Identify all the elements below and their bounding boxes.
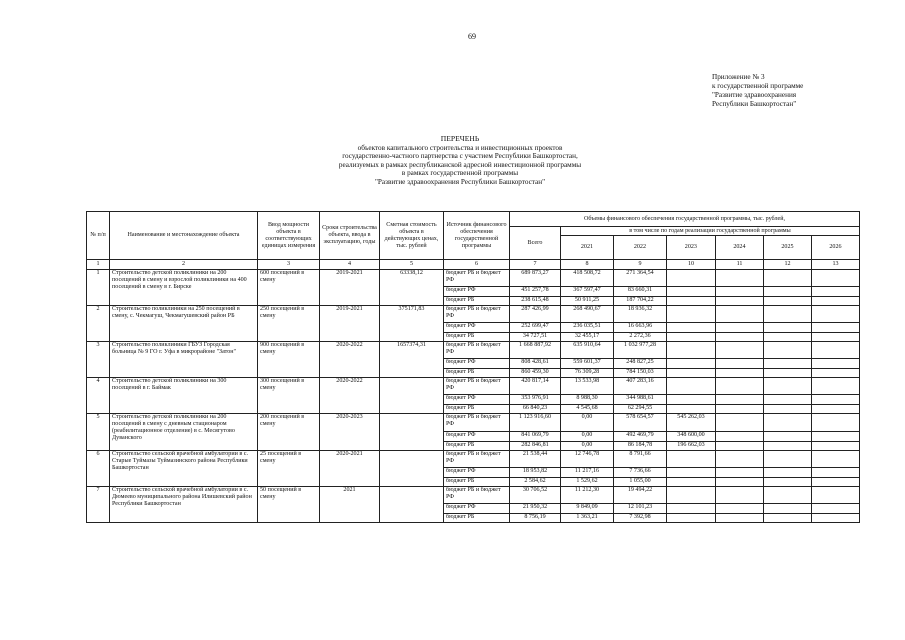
object-name: Строительство поликлиники ГБУЗ Городская больница № 9 ГО г. Уфа в микрорайоне "Затон" [110, 342, 258, 378]
funding-value: 282 846,81 [510, 441, 561, 451]
funding-source: бюджет РБ и бюджет РФ [444, 306, 510, 323]
funding-value: 4 545,68 [561, 404, 614, 414]
funding-value [812, 504, 860, 514]
title-line: объектов капитального строительства и инвестиционных проектов [357, 143, 563, 152]
funding-value: 16 663,96 [614, 323, 667, 333]
funding-value [812, 513, 860, 523]
header-year: 2026 [829, 244, 842, 250]
header-capacity: Ввод мощности объекта в соответствующих единицах измерения [258, 212, 320, 260]
funding-value [764, 487, 812, 504]
object-capacity: 200 посещений в смену [258, 414, 320, 451]
funding-value: 83 660,31 [614, 287, 667, 297]
funding-value: 21 950,32 [510, 504, 561, 514]
funding-source: бюджет РБ [444, 404, 510, 414]
table-body [87, 270, 860, 523]
funding-source: бюджет РБ и бюджет РФ [444, 342, 510, 359]
funding-value [764, 477, 812, 487]
object-name: Строительство детской поликлиники на 300 посещений в г. Баймак [110, 378, 258, 414]
row-number: 4 [87, 378, 110, 414]
header-year: 2021 [561, 236, 614, 259]
object-period: 2021 [320, 487, 380, 523]
col-number: 9 [614, 260, 667, 270]
funding-value: 86 184,78 [614, 441, 667, 451]
funding-value [716, 287, 764, 297]
title-line: "Развитие здравоохранения Республики Башкортостан" [374, 177, 546, 186]
funding-value [716, 342, 764, 359]
header-year: 2024 [716, 236, 764, 259]
funding-source: бюджет РБ [444, 296, 510, 306]
funding-value: 8 791,66 [614, 451, 667, 468]
funding-value: 248 827,25 [614, 359, 667, 369]
funding-value: 12 746,78 [561, 451, 614, 468]
funding-value [764, 404, 812, 414]
row-number: 5 [87, 414, 110, 451]
funding-value [812, 296, 860, 306]
col-number: 8 [561, 260, 614, 270]
funding-value [716, 378, 764, 395]
object-cost: 375171,83 [380, 306, 444, 342]
col-number: 6 [444, 260, 510, 270]
header-source: Источник финансового обеспечения государственной программы [444, 212, 510, 260]
funding-value [764, 270, 812, 287]
col-number: 2 [110, 260, 258, 270]
funding-value: 287 426,99 [510, 306, 561, 323]
funding-value: 559 601,37 [561, 359, 614, 369]
title-heading: ПЕРЕЧЕНЬ [440, 134, 480, 143]
header-num: № п/п [87, 212, 110, 260]
funding-source: бюджет РБ [444, 368, 510, 378]
funding-value [716, 296, 764, 306]
funding-value [716, 513, 764, 523]
funding-value: 367 597,47 [561, 287, 614, 297]
funding-value [764, 368, 812, 378]
funding-value [716, 487, 764, 504]
funding-value: 30 706,52 [510, 487, 561, 504]
funding-value: 18 953,82 [510, 468, 561, 478]
funding-value [667, 368, 716, 378]
object-capacity: 600 посещений в смену [258, 270, 320, 306]
funding-value [764, 451, 812, 468]
appendix-line: Республики Башкортостан" [712, 100, 797, 108]
funding-value [667, 359, 716, 369]
funding-value: 76 309,28 [561, 368, 614, 378]
col-number: 5 [380, 260, 444, 270]
funding-source: бюджет РФ [444, 359, 510, 369]
col-number: 10 [667, 260, 716, 270]
object-name: Строительство детской поликлиники на 200 посещений в смену и взрослой поликлиники на 400 посещений в смену в г. Бирске [110, 270, 258, 306]
funding-value [812, 395, 860, 405]
table-row [87, 487, 860, 504]
funding-value [764, 414, 812, 432]
funding-value: 32 455,17 [561, 332, 614, 342]
funding-value [812, 342, 860, 359]
funding-value: 236 035,51 [561, 323, 614, 333]
funding-source: бюджет РФ [444, 323, 510, 333]
funding-value: 252 699,47 [510, 323, 561, 333]
funding-value: 492 469,79 [614, 432, 667, 442]
row-number: 2 [87, 306, 110, 342]
funding-value: 1 055,00 [614, 477, 667, 487]
object-name: Строительство детской поликлиники на 200 посещений в смену с дневным стационаром (реабилитационное отделение) в с. Месягутово Дуванского [110, 414, 258, 451]
funding-value [812, 487, 860, 504]
funding-source: бюджет РФ [444, 287, 510, 297]
funding-value: 344 988,61 [614, 395, 667, 405]
appendix-line: к государственной программе [712, 82, 804, 90]
object-cost: 63338,12 [380, 270, 444, 306]
funding-source: бюджет РФ [444, 468, 510, 478]
object-cost [380, 414, 444, 451]
funding-value [667, 513, 716, 523]
funding-value [667, 342, 716, 359]
funding-value [764, 296, 812, 306]
funding-value [764, 378, 812, 395]
funding-value [716, 368, 764, 378]
funding-value [812, 287, 860, 297]
header-cost: Сметная стоимость объекта в действующих ценах, тыс. рублей [380, 212, 444, 260]
funding-value: 1 032 977,28 [614, 342, 667, 359]
funding-value [716, 306, 764, 323]
funding-source: бюджет РБ и бюджет РФ [444, 414, 510, 432]
funding-value: 7 736,66 [614, 468, 667, 478]
document-title [300, 135, 620, 187]
table-row [87, 414, 860, 432]
object-capacity: 900 посещений в смену [258, 342, 320, 378]
col-number: 1 [87, 260, 110, 270]
funding-value [716, 359, 764, 369]
funding-value [667, 404, 716, 414]
funding-value: 8 988,30 [561, 395, 614, 405]
funding-value: 418 508,72 [561, 270, 614, 287]
funding-value: 0,00 [561, 414, 614, 432]
funding-source: бюджет РБ и бюджет РФ [444, 270, 510, 287]
funding-source: бюджет РБ и бюджет РФ [444, 378, 510, 395]
funding-value [667, 451, 716, 468]
funding-value: 13 533,98 [561, 378, 614, 395]
header-years-row [561, 236, 859, 259]
funding-value: 238 615,48 [510, 296, 561, 306]
funding-value [764, 287, 812, 297]
funding-value [716, 332, 764, 342]
table-row [87, 306, 860, 323]
funding-value [667, 378, 716, 395]
funding-value [716, 404, 764, 414]
funding-value [812, 323, 860, 333]
col-number: 13 [812, 260, 860, 270]
header-by-years: в том числе по годам реализации государственной программы [561, 227, 859, 236]
funding-value [667, 287, 716, 297]
object-period: 2020-2022 [320, 378, 380, 414]
funding-value [764, 441, 812, 451]
funding-value: 0,00 [561, 432, 614, 442]
funding-value [716, 504, 764, 514]
funding-value: 9 849,09 [561, 504, 614, 514]
col-number: 4 [320, 260, 380, 270]
funding-value [667, 296, 716, 306]
object-period: 2019-2021 [320, 306, 380, 342]
funding-value [716, 468, 764, 478]
funding-value [716, 395, 764, 405]
funding-value: 62 294,55 [614, 404, 667, 414]
col-number: 7 [510, 260, 561, 270]
funding-value [667, 306, 716, 323]
funding-value: 860 459,30 [510, 368, 561, 378]
funding-source: бюджет РФ [444, 504, 510, 514]
funding-source: бюджет РБ и бюджет РФ [444, 451, 510, 468]
object-cost: 1657374,31 [380, 342, 444, 378]
funding-value: 407 283,16 [614, 378, 667, 395]
funding-value [812, 414, 860, 432]
funding-value: 2 272,36 [614, 332, 667, 342]
funding-value: 689 873,27 [510, 270, 561, 287]
funding-value [812, 477, 860, 487]
row-number: 6 [87, 451, 110, 487]
col-number: 11 [716, 260, 764, 270]
page-number: 69 [468, 32, 476, 41]
funding-value [764, 323, 812, 333]
header-col-numbers [87, 260, 860, 270]
funding-value: 18 936,32 [614, 306, 667, 323]
funding-value: 271 364,54 [614, 270, 667, 287]
funding-value: 784 150,03 [614, 368, 667, 378]
funding-value [764, 395, 812, 405]
funding-value [716, 451, 764, 468]
object-cost [380, 487, 444, 523]
funding-source: бюджет РБ и бюджет РФ [444, 487, 510, 504]
funding-value [812, 451, 860, 468]
funding-value [812, 468, 860, 478]
funding-value: 66 840,23 [510, 404, 561, 414]
funding-value [812, 441, 860, 451]
funding-value [716, 432, 764, 442]
table-row [87, 342, 860, 359]
funding-value [667, 332, 716, 342]
funding-value: 187 704,22 [614, 296, 667, 306]
funding-value [764, 342, 812, 359]
header-year: 2025 [764, 236, 812, 259]
funding-value: 451 257,78 [510, 287, 561, 297]
object-capacity: 50 посещений в смену [258, 487, 320, 523]
appendix-line: "Развитие здравоохранения [712, 91, 797, 99]
funding-source: бюджет РФ [444, 395, 510, 405]
funding-value [812, 432, 860, 442]
funding-value [764, 359, 812, 369]
funding-value [812, 332, 860, 342]
object-period: 2020-2021 [320, 451, 380, 487]
funding-value [812, 378, 860, 395]
table-row [87, 378, 860, 395]
funding-value [812, 368, 860, 378]
funding-value [764, 504, 812, 514]
appendix-line: Приложение № 3 [712, 73, 765, 81]
funding-source: бюджет РБ [444, 332, 510, 342]
funding-value [667, 487, 716, 504]
header-total: Всего [510, 227, 561, 260]
funding-value: 1 529,62 [561, 477, 614, 487]
funding-value: 808 428,61 [510, 359, 561, 369]
header-volumes: Объемы финансового обеспечения государственной программы, тыс. рублей, [510, 212, 860, 227]
header-period: Сроки строительства объекта, ввода в эксплуатацию, годы [320, 212, 380, 260]
funding-source: бюджет РБ [444, 477, 510, 487]
object-capacity: 300 посещений в смену [258, 378, 320, 414]
funding-source: бюджет РФ [444, 432, 510, 442]
header-year: 2023 [667, 236, 716, 259]
header-by-years-group [561, 227, 860, 260]
funding-value [667, 504, 716, 514]
funding-value [667, 395, 716, 405]
funding-value [716, 270, 764, 287]
table-row [87, 270, 860, 287]
funding-value [716, 477, 764, 487]
funding-source: бюджет РБ [444, 441, 510, 451]
funding-value [812, 359, 860, 369]
title-line: реализуемых в рамках республиканской адресной инвестиционной программы [338, 160, 582, 169]
funding-value: 268 490,67 [561, 306, 614, 323]
funding-value [764, 468, 812, 478]
row-number: 3 [87, 342, 110, 378]
funding-value: 196 662,03 [667, 441, 716, 451]
object-cost [380, 451, 444, 487]
funding-value [812, 270, 860, 287]
funding-value: 545 262,03 [667, 414, 716, 432]
funding-value: 12 101,23 [614, 504, 667, 514]
funding-value: 7 392,98 [614, 513, 667, 523]
header-year: 2022 [614, 236, 667, 259]
header-name: Наименование и местонахождение объекта [110, 212, 258, 260]
table-row [87, 451, 860, 468]
funding-value: 353 976,91 [510, 395, 561, 405]
funding-value: 420 817,14 [510, 378, 561, 395]
row-number: 7 [87, 487, 110, 523]
object-period: 2020-2023 [320, 414, 380, 451]
object-capacity: 250 посещений в смену [258, 306, 320, 342]
funding-value: 348 600,00 [667, 432, 716, 442]
funding-value: 2 584,62 [510, 477, 561, 487]
col-number: 12 [764, 260, 812, 270]
funding-value: 21 538,44 [510, 451, 561, 468]
funding-value [764, 432, 812, 442]
funding-value: 1 363,21 [561, 513, 614, 523]
funding-value: 635 910,64 [561, 342, 614, 359]
funding-value [667, 323, 716, 333]
object-period: 2019-2021 [320, 270, 380, 306]
object-name: Строительство поликлиники на 250 посещений в смену, с. Чекмагуш, Чекмагушевский район РБ [110, 306, 258, 342]
row-number: 1 [87, 270, 110, 306]
funding-value: 11 217,16 [561, 468, 614, 478]
funding-value [716, 441, 764, 451]
funding-value: 1 668 887,92 [510, 342, 561, 359]
funding-value [667, 477, 716, 487]
funding-source: бюджет РБ [444, 513, 510, 523]
title-line: в рамках государственной программы [401, 169, 519, 178]
object-name: Строительство сельской врачебной амбулатории в с. Дюмеево муниципального района Илишевский район Республики Башкортостан [110, 487, 258, 523]
funding-value [764, 306, 812, 323]
investment-table [86, 211, 860, 523]
funding-value: 578 654,57 [614, 414, 667, 432]
appendix-note [712, 73, 803, 109]
funding-value [764, 332, 812, 342]
funding-value: 8 756,19 [510, 513, 561, 523]
funding-value: 11 212,30 [561, 487, 614, 504]
funding-value [716, 323, 764, 333]
title-line: государственно-частного партнерства с участием Республики Башкортостан, [342, 152, 578, 161]
funding-value [764, 513, 812, 523]
funding-value: 34 727,51 [510, 332, 561, 342]
object-cost [380, 378, 444, 414]
funding-value: 841 069,79 [510, 432, 561, 442]
funding-value: 0,00 [561, 441, 614, 451]
funding-value: 1 123 916,60 [510, 414, 561, 432]
object-capacity: 25 посещений в смену [258, 451, 320, 487]
funding-value [667, 270, 716, 287]
funding-value [812, 306, 860, 323]
funding-value [716, 414, 764, 432]
funding-value: 50 911,25 [561, 296, 614, 306]
col-number: 3 [258, 260, 320, 270]
funding-value [812, 404, 860, 414]
funding-value [667, 468, 716, 478]
funding-value: 19 494,22 [614, 487, 667, 504]
object-period: 2020-2022 [320, 342, 380, 378]
object-name: Строительство сельской врачебной амбулатории в с. Старые Туймазы Туймазинского района Республики Башкортостан [110, 451, 258, 487]
